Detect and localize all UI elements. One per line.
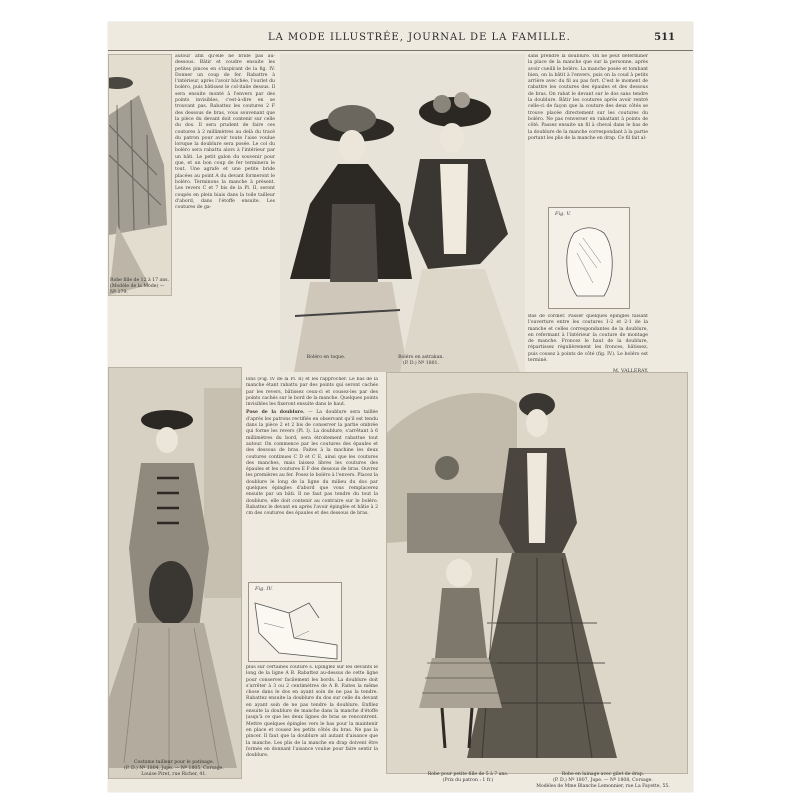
- paragraph-bolero-assembly: autour afin qu'elle ne bride pas au-dessous. Bâtir et coudre ensuite les petites pinces en s'inspirant de la fig. IV. Donner un coup de fer. Rabattre à l'intérieur, après l'avoir bâchée, l'ourlet du boléro, puis bâtissez le col-italie dessus. Il sera ensuite monté à l'envers par des points invisibles, c'est-à-dire en se trouvant pas. Rabattez les coutures 2 F des dessous de bras, vous souvenant que la pièce du devant doit contenir sur celle du dos. Il sera prudent de faire ces coutures à 2 millimètres au delà du tracé du patron pour avoir toute l'aise voulue lorsque la doublure sera posée. Le col du boléro sera rabattu alors à l'intérieur par un bâti. Le petit galon du souvenir pour que, et un bon coup de fer terminera le tout. Une agrafe et une petite bride placées au point A du devant formeront le boléro. Terminons la manche à présent. Les revers C et 7 bis de la Pl. II, seront coupés en plein biais dans la toile tailleur d'abord, dans l'étoffe ensuite. Les coutures de ga-: [175, 54, 275, 211]
- caption-child: [408, 772, 528, 784]
- caption-cape: Robe fille de 12 à 17 ans. (Modèle de la Mode) — Nº 179.: [110, 278, 169, 295]
- section-heading-pose: Pose de la doublure.: [246, 410, 305, 416]
- caption-dress: [528, 772, 678, 790]
- caption-tailleur-ref: (P. D.) Nº 1804, Jupe. — Nº 1805, Corsage.: [124, 766, 224, 771]
- header-rule: [108, 50, 693, 51]
- text-column-center-bottom: [246, 665, 378, 780]
- figure-iv-label: Fig. IV.: [255, 586, 273, 592]
- magazine-page: [108, 22, 693, 792]
- caption-dress-title: Robe en lainage avec gilet de drap.: [561, 772, 645, 777]
- page-number: 511: [654, 32, 675, 43]
- caption-tailleur-credit: Louise Piret, rue Richer, 41.: [141, 772, 207, 777]
- caption-child-title: Robe pour petite fille de 5 à 7 ans.: [427, 772, 509, 777]
- text-column-right-mid: [528, 314, 648, 366]
- figure-v-label: Fig. V.: [555, 211, 571, 217]
- plate-child-and-dress: [386, 372, 688, 774]
- caption-tailleur-title: Costume tailleur pour le patinage.: [133, 760, 215, 765]
- caption-dress-credit: Modèles de Mme Blanche Lemonnier, rue La Fayette, 55.: [536, 784, 670, 789]
- caption-bolero: [376, 355, 466, 367]
- caption-bolero-title: Boléro en astrakan.: [398, 355, 444, 360]
- figure-v: [548, 207, 630, 309]
- caption-bolero-ref: (P. D.) Nº 1801.: [403, 361, 439, 366]
- figure-iv: [248, 582, 342, 662]
- caption-child-ref: (Prix du patron : 1 fr.): [442, 778, 494, 783]
- paragraph-lining-sleeve: Bas de cordier. Passer quelques épingles faisant l'ouverture entre les coutures 1-2 et 2-1 de la manche et celles correspondantes de la doublure, en refermant à l'intérieur la couture de montage de manche. Froncez le haut de la doublure, répartissez régulièrement les fronces, bâtissez, puis cousez à points de côté (fig. IV). Le boléro est terminé.: [528, 314, 648, 364]
- caption-tailleur: [108, 760, 240, 778]
- caption-hat-toque: Boléro en toque.: [306, 355, 346, 360]
- caption-dress-ref: (P. D.) Nº 1807, Jupe. — Nº 1808, Corsage.: [553, 778, 653, 783]
- plate-tailleur-costume: [108, 367, 242, 779]
- paragraph-pose-text: — La doublure sera taillée d'après les patrons rectifiés en observant qu'il est tendu dans la pièce 2 et 2 bis de conserver la partie ombrée qui forme les revers (Pl. I). La doublure, s'arrêtant à 6 millimètres du bord, sera étroitement rabattue tout autour. On commence par les coutures des épaules et des dessous de bras. Faites à la machine les deux coutures continues C D et C E, ainsi que les coutures des manches, mais laissez libres les coutures des épaules et les coutures E F des dessous de bras. Ouvrez les premières au fer. Posez le boléro à l'envers. Placez la doublure le long de la ligne du milieu du dos par quelques épingles d'abord que vous remplacerez ensuite par un bâti. Il ne faut pas tendre du tout la doublure, elle doit contenir au contraire sur le boléro. Rabattez le devant en après l'avoir épinglée et bâtie à 2 cm des coutures des épaules et des dessous de bras.: [246, 410, 378, 517]
- paragraph-lining-finish: plus sur certaines couture s. Épinglez sur les devants le long de la ligne A B. Rabattez au-dessus de cette ligne pour conserver facilement les bords. La doublure doit s'arrêter à 3 ou 2 centimètres de A B. Faites la même chose dans le dos en ayant soin de ne pas la tendre. Rabattez ensuite la doublure du dos sur celle du devant en ayant soin de ne pas tendre la doublure. Enfilez ensuite la doublure de manche dans la manche d'étoffe jusqu'à ce que les deux lignes de bras se rencontrent. Mettre quelques épingles vers le bas pour la maintenir en place et cousez les petits côtés du bras. Ne pas la pincer. Il faut que la doublure ait autant d'aisance que la manche. Les plis de la manche en drap doivent être formés en donnant l'aisance voulue pour faire sentir la doublure.: [246, 665, 378, 759]
- text-column-top-left: [175, 54, 275, 334]
- paragraph-sleeve: sans prendre la doublure. On ne peut déterminer la place de la manche que sur la personne, après avoir cueilli le boléro. La manche posée et tombant bien, on la bâtit à l'envers, puis on la coud à petits arrière avec du fil au pas fort. C'est le moment de rabattre les coutures des épaules et des dessous de bras. On rabat le devant sur le dos sans tendre la doublure. Bâtir les coutures après avoir rentré celle-ci de façon que la couture des deux côtés se trouve placée directement sur les coutures du boléro. Ne pas renverser en rabattant à points de côté. Passez ensuite un fil à cheval dans le bas de la doublure de la manche correspondant à la partie portant les plis de la manche en drap. Ce fil fait al-: [528, 54, 648, 141]
- paragraph-revers: lons (Fig. IV de la Pl. II) et les rapprocher. Le bas de la manche étant rabattu par des points qui seront cachés par les revers, bâtissez ceux-ci et cousez-les par des points cachés sur le bord de la manche. Quelques points invisibles les fixeront ensuite dans le haut.: [246, 377, 378, 408]
- paragraph-pose: [246, 410, 378, 517]
- page-header: [108, 32, 693, 48]
- plate-plaid-cape: [108, 54, 172, 296]
- journal-title: LA MODE ILLUSTRÉE, JOURNAL DE LA FAMILLE.: [268, 32, 571, 43]
- text-column-center: [246, 377, 378, 577]
- text-column-top-right: [528, 54, 648, 204]
- plate-two-boleros: [280, 54, 525, 372]
